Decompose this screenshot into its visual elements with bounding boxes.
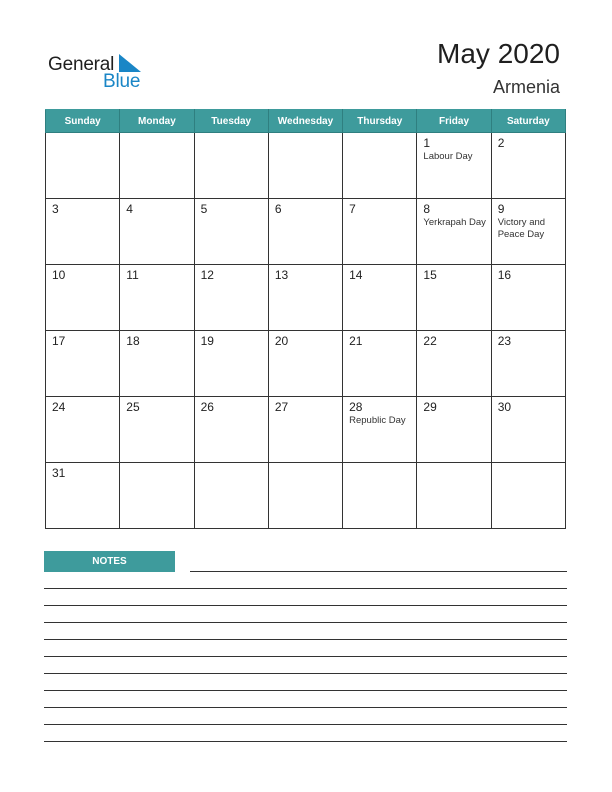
calendar-week-row [46, 397, 566, 463]
weekday-saturday: Saturday [491, 110, 565, 133]
notes-line [44, 656, 567, 657]
holiday-label: Victory and Peace Day [497, 217, 546, 240]
holiday-label: Republic Day [349, 415, 406, 426]
day-number: 2 [497, 136, 505, 150]
notes-line [190, 571, 567, 572]
calendar-day-cell [120, 265, 194, 331]
calendar-day-cell [194, 397, 268, 463]
day-number: 3 [52, 202, 59, 216]
day-number: 28 [349, 400, 363, 414]
calendar-day-cell [343, 265, 417, 331]
calendar-week-row [46, 331, 566, 397]
calendar-week-row [46, 199, 566, 265]
calendar-day-cell [491, 397, 565, 463]
notes-line [44, 605, 567, 606]
calendar-day-cell [194, 463, 268, 529]
day-number: 15 [423, 268, 437, 282]
calendar-week-row [46, 463, 566, 529]
weekday-header-row [46, 110, 566, 133]
notes-line [44, 724, 567, 725]
calendar-week-row [46, 133, 566, 199]
calendar-day-cell [268, 265, 342, 331]
day-number: 29 [423, 400, 437, 414]
day-number: 19 [200, 334, 214, 348]
calendar-day-cell [120, 463, 194, 529]
weekday-sunday: Sunday [46, 110, 120, 133]
day-number: 20 [274, 334, 289, 348]
day-number: 21 [349, 334, 363, 348]
calendar-day-cell [120, 133, 194, 199]
weekday-wednesday: Wednesday [268, 110, 342, 133]
weekday-monday: Monday [120, 110, 194, 133]
calendar-day-cell [417, 397, 491, 463]
day-number: 12 [200, 268, 214, 282]
calendar-day-cell [417, 463, 491, 529]
calendar-day-cell [491, 133, 565, 199]
notes-line [44, 588, 567, 589]
logo-text-blue: Blue [103, 71, 141, 92]
calendar-day-cell [46, 463, 120, 529]
day-number: 23 [497, 334, 512, 348]
calendar-day-cell [46, 331, 120, 397]
calendar-day-cell [46, 133, 120, 199]
day-number: 18 [126, 334, 140, 348]
calendar-day-cell [268, 331, 342, 397]
calendar-day-cell [46, 397, 120, 463]
day-number: 10 [52, 268, 66, 282]
day-number: 22 [423, 334, 437, 348]
day-number: 31 [52, 466, 66, 480]
calendar-week-row [46, 265, 566, 331]
calendar-day-cell [268, 463, 342, 529]
logo-flag-icon [119, 54, 141, 72]
notes-line [44, 639, 567, 640]
day-number: 17 [52, 334, 66, 348]
calendar-day-cell [46, 265, 120, 331]
day-number: 26 [200, 400, 214, 414]
day-number: 13 [274, 268, 289, 282]
day-number: 1 [423, 136, 431, 150]
calendar-day-cell [120, 397, 194, 463]
calendar-day-cell [343, 199, 417, 265]
calendar-day-cell [194, 133, 268, 199]
calendar-day-cell [268, 397, 342, 463]
calendar-day-cell [417, 199, 491, 265]
notes-line [44, 741, 567, 742]
calendar-day-cell [120, 199, 194, 265]
day-number: 16 [497, 268, 512, 282]
logo [48, 52, 158, 92]
day-number: 25 [126, 400, 140, 414]
country-name: Armenia [492, 77, 560, 97]
day-number: 4 [126, 202, 133, 216]
calendar-day-cell [491, 331, 565, 397]
day-number: 9 [497, 202, 505, 216]
calendar-day-cell [491, 265, 565, 331]
calendar-grid [45, 109, 566, 529]
day-number: 7 [349, 202, 356, 216]
calendar-day-cell [343, 133, 417, 199]
calendar-day-cell [417, 331, 491, 397]
holiday-label: Labour Day [423, 151, 473, 162]
calendar-day-cell [417, 133, 491, 199]
day-number: 14 [349, 268, 363, 282]
weekday-tuesday: Tuesday [194, 110, 268, 133]
calendar-day-cell [268, 133, 342, 199]
weekday-thursday: Thursday [343, 110, 417, 133]
calendar-day-cell [417, 265, 491, 331]
weekday-friday: Friday [417, 110, 491, 133]
notes-line [44, 622, 567, 623]
day-number: 24 [52, 400, 66, 414]
calendar-day-cell [343, 331, 417, 397]
page-title: May 2020 [437, 38, 560, 69]
calendar-day-cell [194, 265, 268, 331]
calendar-day-cell [491, 199, 565, 265]
holiday-label: Yerkrapah Day [423, 217, 486, 228]
logo-text-general: General [48, 54, 115, 75]
day-number: 11 [126, 268, 139, 282]
day-number: 30 [497, 400, 512, 414]
day-number: 5 [200, 202, 208, 216]
calendar-day-cell [194, 199, 268, 265]
notes-line [44, 673, 567, 674]
day-number: 8 [423, 202, 431, 216]
calendar-day-cell [120, 331, 194, 397]
calendar-day-cell [46, 199, 120, 265]
calendar-day-cell [194, 331, 268, 397]
notes-line [44, 690, 567, 691]
day-number: 6 [274, 202, 282, 216]
day-number: 27 [274, 400, 289, 414]
notes-label: NOTES [44, 551, 175, 572]
calendar-day-cell [268, 199, 342, 265]
calendar-day-cell [343, 463, 417, 529]
calendar-day-cell [491, 463, 565, 529]
notes-line [44, 707, 567, 708]
calendar-day-cell [343, 397, 417, 463]
